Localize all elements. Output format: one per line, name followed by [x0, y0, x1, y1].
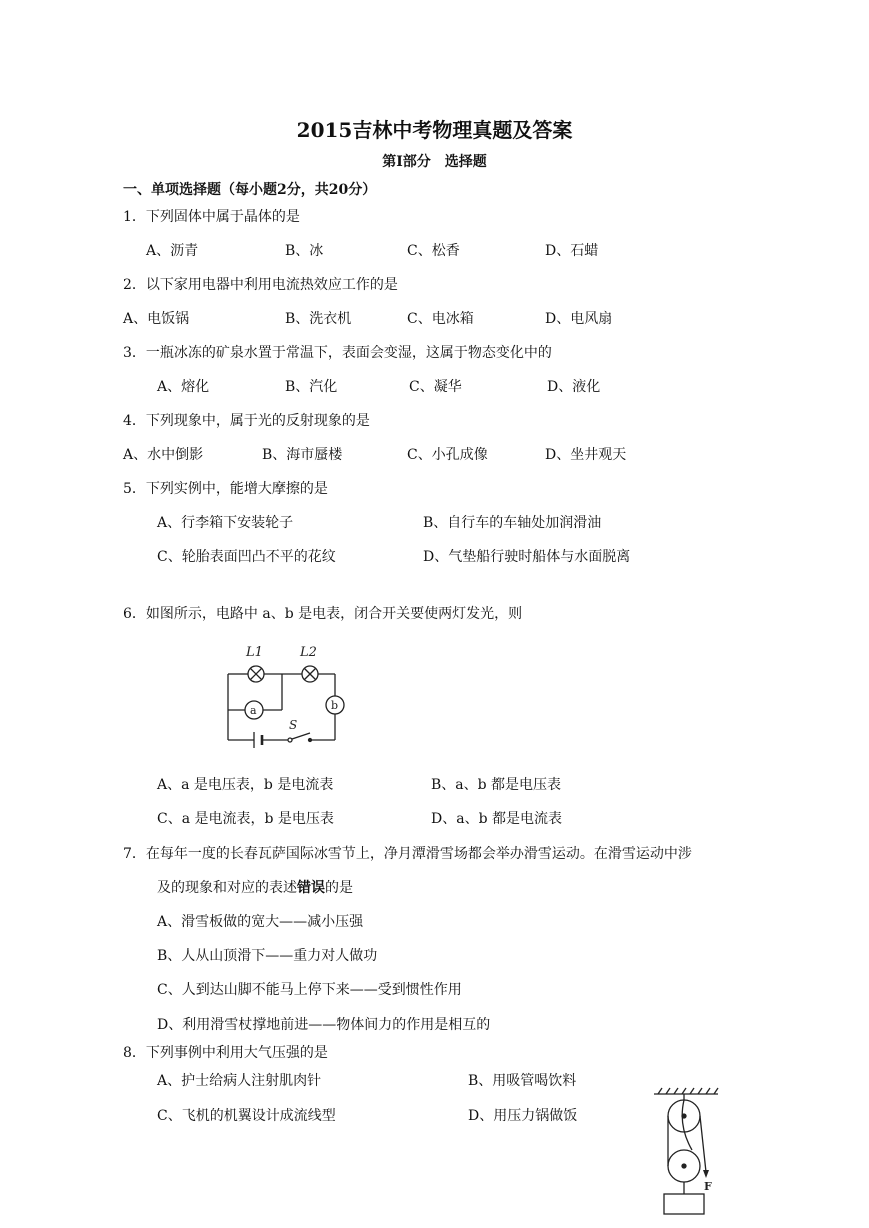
question-7-stem-line2 — [157, 877, 353, 897]
force-label: F — [704, 1180, 712, 1193]
q7-option-b: B、人从山顶滑下——重力对人做功 — [157, 948, 378, 964]
circuit-diagram — [222, 640, 362, 750]
q2-option-a: A、电饭锅 — [123, 311, 190, 327]
q7-stem-post: 的是 — [325, 880, 353, 896]
question-1-stem: 1．下列固体中属于晶体的是 — [123, 209, 300, 225]
q6-option-d: D、a、b 都是电流表 — [431, 811, 562, 827]
q7-option-a: A、滑雪板做的宽大——减小压强 — [157, 914, 364, 930]
q1-option-b: B、冰 — [285, 243, 324, 259]
q6-option-b: B、a、b 都是电压表 — [431, 777, 562, 793]
q6-option-c: C、a 是电流表，b 是电压表 — [157, 811, 334, 827]
switch-label: S — [289, 718, 298, 732]
q4-option-a: A、水中倒影 — [123, 447, 204, 463]
question-3-stem: 3．一瓶冰冻的矿泉水置于常温下，表面会变湿，这属于物态变化中的 — [123, 345, 552, 361]
q1-option-d: D、石蜡 — [545, 243, 599, 259]
q4-option-b: B、海市蜃楼 — [262, 447, 343, 463]
meter-b-label: b — [331, 699, 339, 712]
battery-icon — [254, 732, 262, 748]
switch-icon — [288, 733, 312, 742]
q3-option-b: B、汽化 — [285, 379, 338, 395]
q8-option-a: A、护士给病人注射肌肉针 — [157, 1073, 322, 1089]
force-arrow-icon — [703, 1170, 709, 1178]
pulley-diagram — [648, 1086, 728, 1221]
question-6-stem: 6．如图所示，电路中 a、b 是电表，闭合开关要使两灯发光，则 — [123, 606, 523, 622]
q7-option-c: C、人到达山脚不能马上停下来——受到惯性作用 — [157, 982, 462, 998]
section-heading: 一、单项选择题（每小题2分，共20分） — [123, 182, 377, 198]
part-heading: 第Ⅰ部分 选择题 — [382, 154, 487, 170]
q5-option-b: B、自行车的车轴处加润滑油 — [423, 515, 602, 531]
q1-option-a: A、沥青 — [146, 243, 199, 259]
lamp-l1-label: L1 — [246, 645, 263, 660]
lamp-l2-label: L2 — [300, 645, 317, 660]
q6-option-a: A、a 是电压表，b 是电流表 — [157, 777, 334, 793]
q3-option-c: C、凝华 — [409, 379, 462, 395]
question-2-stem: 2．以下家用电器中利用电流热效应工作的是 — [123, 277, 398, 293]
question-5-stem: 5．下列实例中，能增大摩擦的是 — [123, 481, 328, 497]
page-title: 2015吉林中考物理真题及答案 — [296, 118, 573, 142]
question-4-stem: 4．下列现象中，属于光的反射现象的是 — [123, 413, 370, 429]
lamp-l2 — [302, 666, 318, 682]
q2-option-d: D、电风扇 — [545, 311, 613, 327]
question-7-stem-line1: 7．在每年一度的长春瓦萨国际冰雪节上，净月潭滑雪场都会举办滑雪运动。在滑雪运动中涉 — [123, 846, 692, 862]
q5-option-a: A、行李箱下安装轮子 — [157, 515, 294, 531]
q4-option-c: C、小孔成像 — [407, 447, 488, 463]
q8-option-d: D、用压力锅做饭 — [468, 1108, 578, 1124]
question-8-stem: 8．下列事例中利用大气压强的是 — [123, 1045, 328, 1061]
q7-option-d: D、利用滑雪杖撑地前进——物体间力的作用是相互的 — [157, 1017, 491, 1033]
q8-option-c: C、飞机的机翼设计成流线型 — [157, 1108, 336, 1124]
meter-a-label: a — [250, 704, 257, 717]
lamp-l1 — [248, 666, 264, 682]
q7-stem-emphasis: 错误 — [297, 880, 325, 896]
q5-option-d: D、气垫船行驶时船体与水面脱离 — [423, 549, 631, 565]
q7-stem-pre: 及的现象和对应的表述 — [157, 880, 297, 896]
q3-option-d: D、液化 — [547, 379, 601, 395]
q1-option-c: C、松香 — [407, 243, 460, 259]
q2-option-b: B、洗衣机 — [285, 311, 352, 327]
q8-option-b: B、用吸管喝饮料 — [468, 1073, 577, 1089]
q4-option-d: D、坐井观天 — [545, 447, 627, 463]
q3-option-a: A、熔化 — [157, 379, 210, 395]
q2-option-c: C、电冰箱 — [407, 311, 474, 327]
q5-option-c: C、轮胎表面凹凸不平的花纹 — [157, 549, 336, 565]
